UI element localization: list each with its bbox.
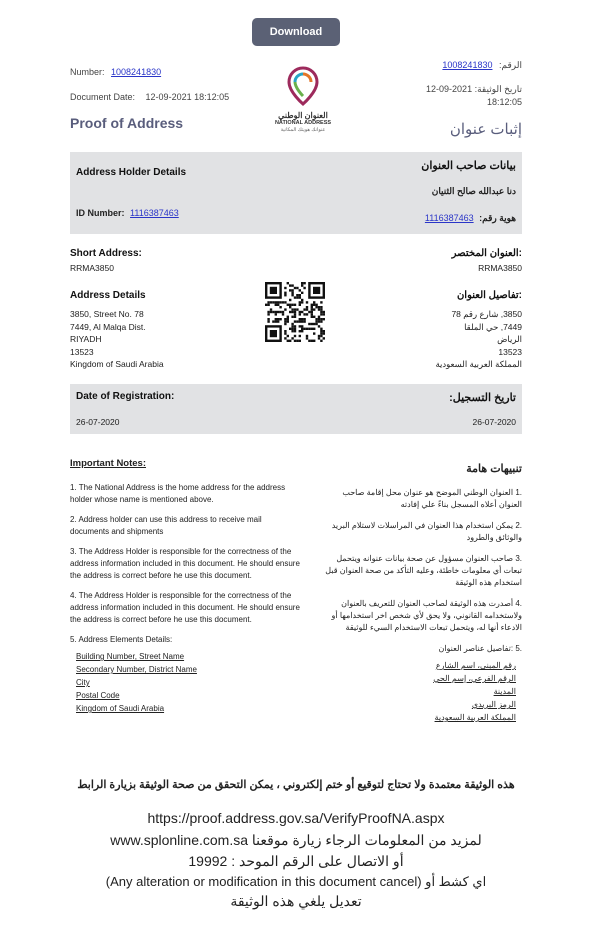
doc-number-en: Number: 1008241830 bbox=[70, 67, 162, 77]
national-address-logo: العنوان الوطني NATIONAL ADDRESS عنوانك هويتك المكانية bbox=[270, 66, 336, 134]
download-button[interactable]: Download bbox=[252, 18, 340, 46]
page-title-en: Proof of Address bbox=[70, 115, 184, 131]
address-elements-ar: رقم المبنى، اسم الشارع الرقم الفرعي، إسم الحي المدينة الرمز البريدي المملكة العربية السعودية bbox=[433, 661, 516, 722]
notes-list-ar bbox=[322, 487, 522, 724]
contact-text: أو الاتصال على الرقم الموحد : 19992 bbox=[188, 853, 404, 869]
doc-date-en: Document Date: 12-09-2021 18:12:05 bbox=[70, 92, 230, 102]
note-item-ar: .4 أصدرت هذه الوثيقة لصاحب العنوان للتعريف بالعنوان ولاستخدامه القانوني، ولا يحق لأي شخص اخر استخدامها أو الادعاء أنها له، ويتحمل تبعات الاستخدام السيء للوثيقة bbox=[331, 599, 522, 632]
alteration-text: اي كشط أو (Any alteration or modification in this document cancel) bbox=[105, 874, 487, 889]
notes-heading-ar: تنبيهات هامة bbox=[466, 463, 522, 475]
short-address-value-ar: RRMA3850 bbox=[478, 263, 522, 273]
note-item-ar: .3 صاحب العنوان مسؤول عن صحة بيانات عنوانه ويتحمل تبعات أي معلومات خاطئة، وعليه التأكد من صحة العنوان قبل استخدام هذه الوثيقة bbox=[325, 554, 522, 587]
note-item-en: 2. Address holder can use this address to receive mail documents and shipments bbox=[70, 515, 262, 536]
address-lines-en: 3850, Street No. 78 7449, Al Malqa Dist. RIYADH 13523 Kingdom of Saudi Arabia bbox=[70, 309, 164, 369]
address-lines-ar: 3850, شارع رقم 78 7449, حي الملقا الرياض 13523 المملكة العربية السعودية bbox=[435, 309, 522, 369]
holder-id-link-ar[interactable]: 1116387463 bbox=[424, 213, 474, 223]
notes-list-en bbox=[70, 482, 300, 715]
notes-heading-en: Important Notes: bbox=[70, 458, 146, 469]
holder-id-link[interactable]: 1116387463 bbox=[130, 208, 179, 218]
holder-name-ar: دنا عبدالله صالح الثنيان bbox=[431, 186, 516, 196]
address-details-label-ar: :تفاصيل العنوان bbox=[456, 290, 522, 301]
note-item-en: 1. The National Address is the home address for the address holder whose name is mentioned above. bbox=[70, 483, 286, 504]
note-item-en: 3. The Address Holder is responsible for the correctness of the address information included in this document. He should ensure the address is correct before he use this document. bbox=[70, 547, 300, 580]
page-title-ar: إثبات عنوان bbox=[449, 121, 522, 138]
qr-code-icon bbox=[265, 282, 325, 342]
note-item-en: 5. Address Elements Details: bbox=[70, 635, 173, 644]
note-item-ar: .1 العنوان الوطني الموضح هو عنوان محل إقامة صاحب العنوان أعلاه المسجل بناءً علي إفادته bbox=[342, 488, 522, 509]
holder-section-title-en: Address Holder Details bbox=[76, 167, 187, 178]
doc-number-link-ar[interactable]: 1008241830 bbox=[442, 60, 493, 70]
more-info-text: لمزيد من المعلومات الرجاء زيارة موقعنا www.splonline.com.sa bbox=[110, 832, 482, 848]
holder-section-title-ar: بيانات صاحب العنوان bbox=[421, 160, 516, 172]
registration-value-ar: 26-07-2020 bbox=[472, 417, 516, 427]
verify-notice-ar: هذه الوثيقة معتمدة ولا تحتاج لتوقيع أو ختم إلكتروني ، يمكن التحقق من صحة الوثيقة بزيارة الرابط bbox=[77, 779, 515, 791]
short-address-value-en: RRMA3850 bbox=[70, 263, 114, 273]
verify-url-link[interactable]: https://proof.address.gov.sa/VerifyProofNA.aspx bbox=[147, 810, 445, 826]
doc-date-ar: تاريخ الوثيقة: 2021-09-12 bbox=[426, 84, 522, 94]
doc-number-ar: الرقم: 1008241830 bbox=[442, 60, 522, 70]
pin-logo-icon bbox=[286, 66, 320, 106]
address-elements-en: Building Number, Street Name Secondary Number, District Name City Postal Code Kingdom of Saudi Arabia bbox=[76, 652, 197, 713]
note-item-ar: .2 يمكن استخدام هذا العنوان في المراسلات لاستلام البريد والوثائق والطرود bbox=[331, 521, 522, 542]
doc-number-link[interactable]: 1008241830 bbox=[111, 67, 162, 77]
registration-label-ar: تاريخ التسجيل: bbox=[449, 392, 516, 404]
holder-id-en: ID Number: 1116387463 bbox=[76, 208, 179, 218]
short-address-label-en: Short Address: bbox=[70, 248, 142, 259]
address-details-label-en: Address Details bbox=[70, 290, 146, 301]
note-item-en: 4. The Address Holder is responsible for the correctness of the address information included in this document. He should ensure the address is correct before he use this document. bbox=[70, 591, 300, 624]
registration-value-en: 26-07-2020 bbox=[76, 417, 120, 427]
registration-label-en: Date of Registration: bbox=[76, 391, 175, 402]
alteration-text-2: تعديل يلغي هذه الوثيقة bbox=[230, 893, 362, 909]
note-item-ar: .5 :تفاصيل عناصر العنوان bbox=[438, 644, 522, 653]
holder-id-ar: هوية رقم: 1116387463 bbox=[424, 213, 516, 223]
doc-time-ar: 18:12:05 bbox=[486, 97, 522, 107]
short-address-label-ar: :العنوان المختصر bbox=[451, 248, 522, 259]
